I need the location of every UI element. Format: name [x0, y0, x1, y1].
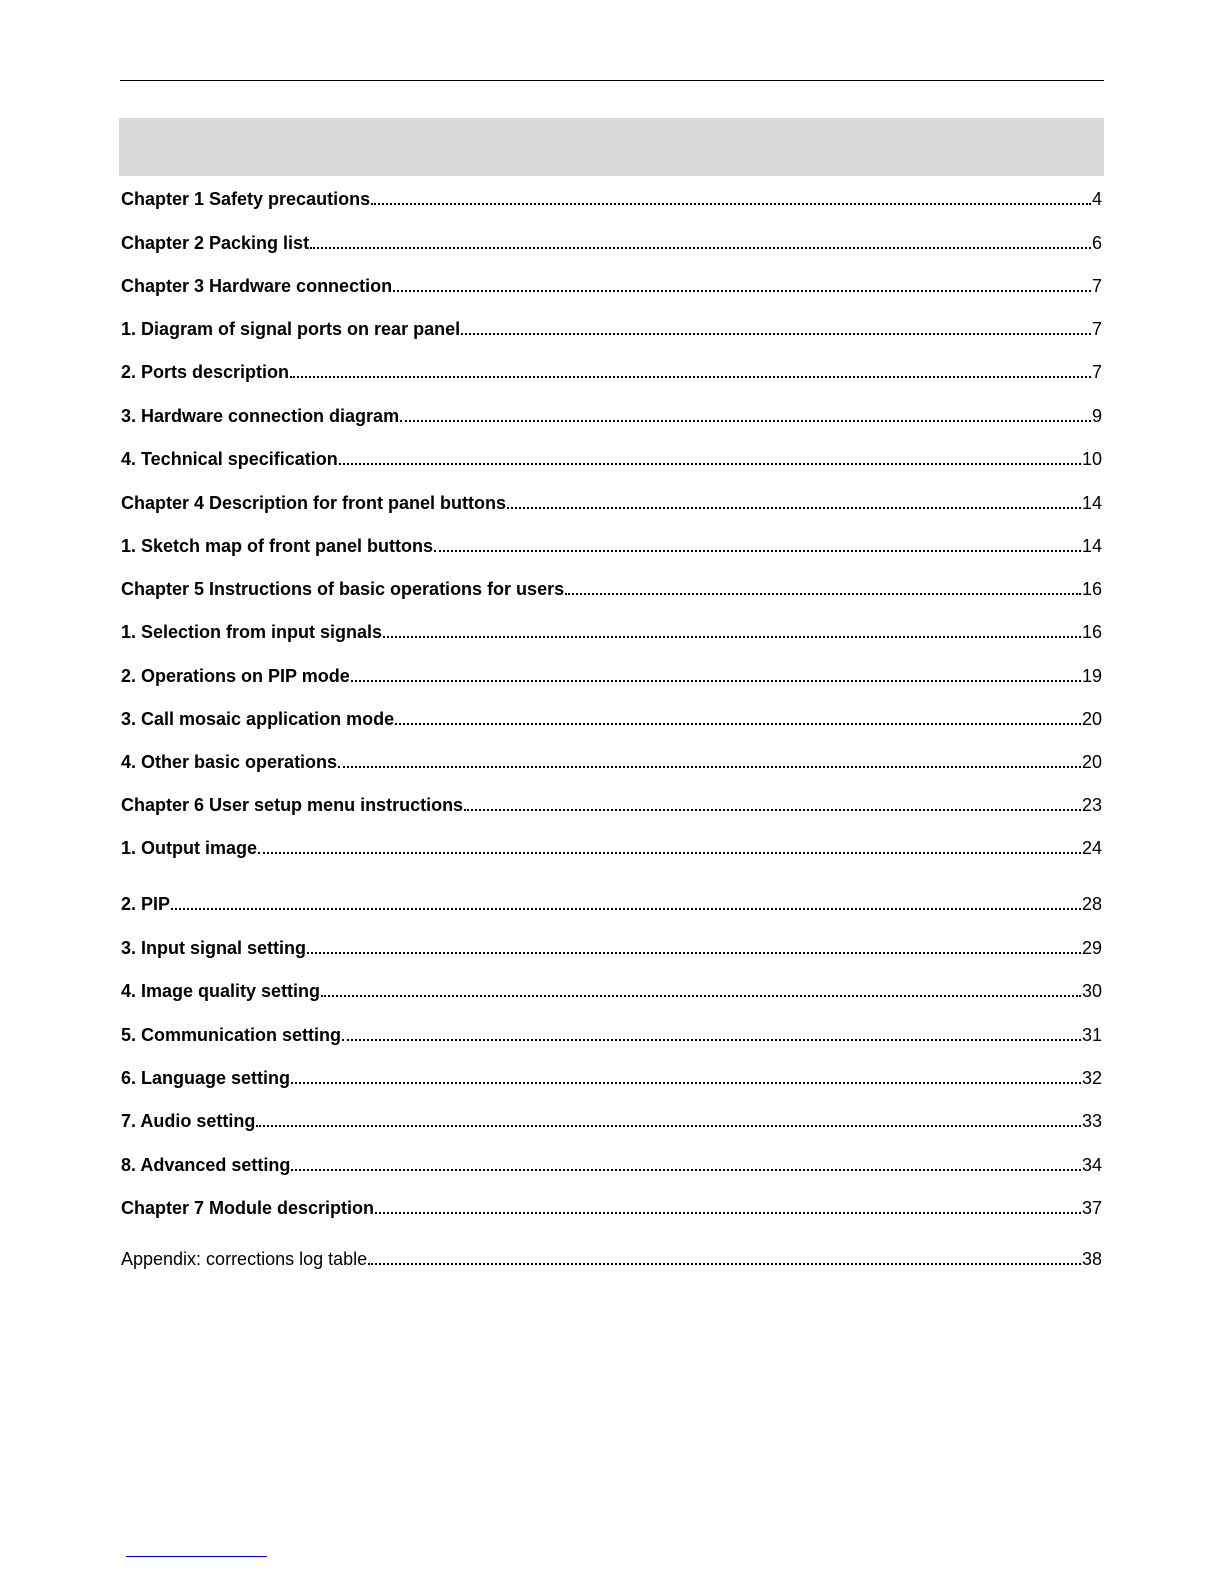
- toc-entry-page-number: 28: [1081, 894, 1102, 914]
- toc-dot-leader: [461, 333, 1091, 335]
- toc-entry[interactable]: [121, 403, 1102, 427]
- toc-entry-page-number: 23: [1081, 795, 1102, 815]
- toc-entry[interactable]: [121, 706, 1102, 730]
- toc-dot-leader: [565, 593, 1081, 595]
- toc-dot-leader: [290, 376, 1091, 378]
- toc-dot-leader: [291, 1169, 1081, 1171]
- toc-entry-page-number: 4: [1091, 189, 1102, 209]
- toc-entry-page-number: 20: [1081, 709, 1102, 729]
- toc-entry[interactable]: [121, 1108, 1102, 1132]
- toc-dot-leader: [342, 1039, 1081, 1041]
- toc-entry-title: 5. Communication setting: [121, 1025, 342, 1045]
- toc-entry-page-number: 6: [1091, 233, 1102, 253]
- toc-dot-leader: [507, 507, 1081, 509]
- toc-dot-leader: [171, 908, 1081, 910]
- toc-entry-page-number: 16: [1081, 579, 1102, 599]
- toc-entry-page-number: 9: [1091, 406, 1102, 426]
- toc-dot-leader: [258, 852, 1081, 854]
- toc-entry[interactable]: [121, 316, 1102, 340]
- toc-entry-page-number: 14: [1081, 493, 1102, 513]
- toc-entry-title: 8. Advanced setting: [121, 1155, 291, 1175]
- toc-entry-page-number: 20: [1081, 752, 1102, 772]
- toc-dot-leader: [383, 636, 1081, 638]
- toc-entry[interactable]: [121, 490, 1102, 514]
- toc-entry-page-number: 34: [1081, 1155, 1102, 1175]
- toc-entry-page-number: 14: [1081, 536, 1102, 556]
- toc-entry-title: Chapter 4 Description for front panel buttons: [121, 493, 507, 513]
- toc-dot-leader: [395, 723, 1081, 725]
- toc-entry[interactable]: [121, 1152, 1102, 1176]
- toc-entry-title: Chapter 6 User setup menu instructions: [121, 795, 464, 815]
- toc-entry[interactable]: [121, 273, 1102, 297]
- toc-entry-title: Chapter 1 Safety precautions: [121, 189, 371, 209]
- toc-dot-leader: [351, 680, 1081, 682]
- toc-entry[interactable]: [121, 359, 1102, 383]
- toc-entry-page-number: 7: [1091, 362, 1102, 382]
- toc-entry[interactable]: [121, 230, 1102, 254]
- toc-entry-title: Chapter 2 Packing list: [121, 233, 310, 253]
- toc-entry-title: 7. Audio setting: [121, 1111, 256, 1131]
- toc-dot-leader: [434, 550, 1081, 552]
- toc-entry-title: 3. Call mosaic application mode: [121, 709, 395, 729]
- toc-entry-page-number: 38: [1081, 1249, 1102, 1269]
- toc-entry-title: 4. Image quality setting: [121, 981, 321, 1001]
- toc-entry[interactable]: [121, 749, 1102, 773]
- toc-entry-page-number: 32: [1081, 1068, 1102, 1088]
- toc-entry-title: 6. Language setting: [121, 1068, 291, 1088]
- toc-entry-title: 1. Diagram of signal ports on rear panel: [121, 319, 461, 339]
- toc-entry[interactable]: [121, 935, 1102, 959]
- toc-entry-title: Appendix: corrections log table: [121, 1249, 368, 1269]
- toc-dot-leader: [400, 420, 1091, 422]
- toc-entry-title: 2. Operations on PIP mode: [121, 666, 350, 686]
- toc-entry-title: Chapter 5 Instructions of basic operations for users: [121, 579, 565, 599]
- toc-entry-title: 3. Input signal setting: [121, 938, 307, 958]
- toc-entry-page-number: 19: [1081, 666, 1102, 686]
- toc-dot-leader: [339, 463, 1081, 465]
- footer-link-underline: [126, 1556, 267, 1557]
- toc-entry[interactable]: [121, 446, 1102, 470]
- toc-dot-leader: [338, 766, 1081, 768]
- toc-entry[interactable]: [121, 663, 1102, 687]
- toc-entry-title: 2. Ports description: [121, 362, 290, 382]
- toc-entry[interactable]: [121, 792, 1102, 816]
- toc-entry-page-number: 16: [1081, 622, 1102, 642]
- toc-entry[interactable]: [121, 835, 1102, 859]
- toc-entry-page-number: 33: [1081, 1111, 1102, 1131]
- toc-entry-title: Chapter 7 Module description: [121, 1198, 375, 1218]
- toc-dot-leader: [464, 809, 1081, 811]
- toc-entry-title: 1. Output image: [121, 838, 258, 858]
- toc-entry[interactable]: [121, 576, 1102, 600]
- toc-entry[interactable]: [121, 533, 1102, 557]
- toc-dot-leader: [256, 1125, 1081, 1127]
- toc-dot-leader: [371, 203, 1091, 205]
- toc-dot-leader: [393, 290, 1091, 292]
- toc-dot-leader: [307, 952, 1081, 954]
- toc-entry-page-number: 7: [1091, 276, 1102, 296]
- toc-entry[interactable]: [121, 619, 1102, 643]
- toc-entry[interactable]: [121, 978, 1102, 1002]
- toc-entry-page-number: 10: [1081, 449, 1102, 469]
- toc-entry-page-number: 7: [1091, 319, 1102, 339]
- toc-dot-leader: [310, 247, 1091, 249]
- toc-entry[interactable]: [121, 1022, 1102, 1046]
- toc-dot-leader: [368, 1263, 1081, 1265]
- toc-dot-leader: [321, 995, 1081, 997]
- toc-entry-page-number: 31: [1081, 1025, 1102, 1045]
- toc-entry[interactable]: [121, 186, 1102, 210]
- toc-dot-leader: [375, 1212, 1081, 1214]
- toc-entry-page-number: 29: [1081, 938, 1102, 958]
- toc-entry[interactable]: [121, 1065, 1102, 1089]
- toc-entry-page-number: 30: [1081, 981, 1102, 1001]
- toc-entry-title: 2. PIP: [121, 894, 171, 914]
- contents-header-band: [119, 118, 1104, 176]
- toc-entry[interactable]: [121, 1246, 1102, 1270]
- toc-entry-title: 1. Selection from input signals: [121, 622, 383, 642]
- toc-dot-leader: [291, 1082, 1081, 1084]
- toc-entry-title: 1. Sketch map of front panel buttons: [121, 536, 434, 556]
- header-rule: [120, 80, 1104, 81]
- toc-entry[interactable]: [121, 1195, 1102, 1219]
- toc-entry-title: 3. Hardware connection diagram: [121, 406, 400, 426]
- toc-entry[interactable]: [121, 891, 1102, 915]
- toc-entry-page-number: 37: [1081, 1198, 1102, 1218]
- toc-entry-title: Chapter 3 Hardware connection: [121, 276, 393, 296]
- toc-entry-title: 4. Technical specification: [121, 449, 338, 469]
- toc-entry-title: 4. Other basic operations: [121, 752, 338, 772]
- toc-entry-page-number: 24: [1081, 838, 1102, 858]
